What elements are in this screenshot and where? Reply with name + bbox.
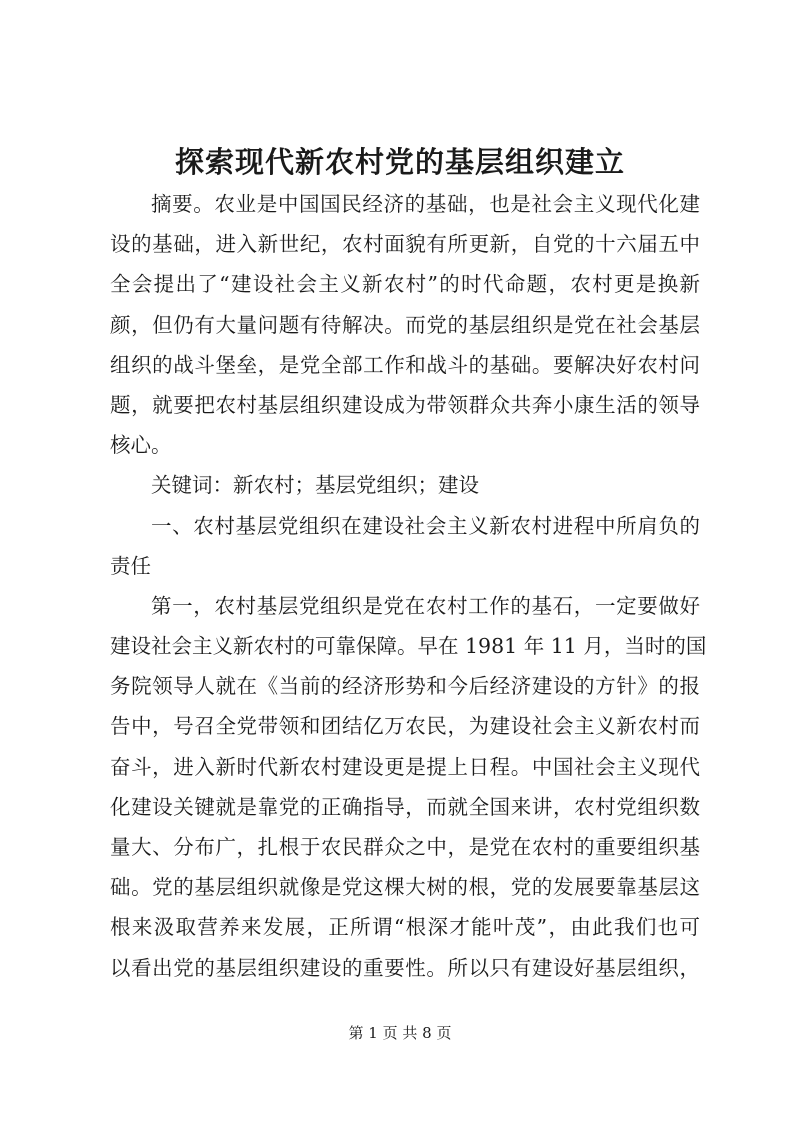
paragraph-line: 奋斗，进入新时代新农村建设更是提上日程。中国社会主义现代 [110, 754, 700, 779]
paragraph-line: 告中，号召全党带领和团结亿万农民，为建设社会主义新农村而 [110, 714, 700, 739]
abstract-line: 设的基础，进入新世纪，农村面貌有所更新，自党的十六届五中 [110, 232, 700, 257]
abstract-line: 颜，但仍有大量问题有待解决。而党的基层组织是党在社会基层 [110, 312, 700, 337]
abstract-line: 核心。 [110, 433, 172, 458]
keywords-line: 关键词：新农村；基层党组织；建设 [151, 473, 479, 498]
paragraph-line: 务院领导人就在《当前的经济形势和今后经济建设的方针》的报 [110, 674, 700, 699]
paragraph-line: 以看出党的基层组织建设的重要性。所以只有建设好基层组织， [110, 955, 700, 980]
paragraph-line: 根来汲取营养来发展，正所谓“根深才能叶茂”，由此我们也可 [110, 915, 700, 940]
abstract-line: 题，就要把农村基层组织建设成为带领群众共奔小康生活的领导 [110, 392, 700, 417]
section-heading-line: 责任 [110, 553, 151, 578]
page-number-footer: 第 1 页 共 8 页 [348, 1024, 452, 1042]
paragraph-line: 化建设关键就是靠党的正确指导，而就全国来讲，农村党组织数 [110, 794, 700, 819]
paragraph-line: 建设社会主义新农村的可靠保障。早在 1981 年 11 月，当时的国 [110, 634, 707, 659]
paragraph-line: 础。党的基层组织就像是党这棵大树的根，党的发展要靠基层这 [110, 875, 700, 900]
paragraph-line: 第一，农村基层党组织是党在农村工作的基石，一定要做好 [151, 593, 700, 618]
section-heading-line: 一、农村基层党组织在建设社会主义新农村进程中所肩负的 [151, 513, 700, 538]
abstract-line: 组织的战斗堡垒，是党全部工作和战斗的基础。要解决好农村问 [110, 352, 700, 377]
abstract-line: 摘要。农业是中国国民经济的基础，也是社会主义现代化建 [151, 192, 700, 216]
document-body [110, 184, 707, 988]
paragraph-line: 量大、分布广，扎根于农民群众之中，是党在农村的重要组织基 [110, 835, 700, 859]
document-title: 探索现代新农村党的基层组织建立 [174, 145, 625, 179]
abstract-line: 全会提出了“建设社会主义新农村”的时代命题，农村更是换新 [110, 272, 700, 297]
